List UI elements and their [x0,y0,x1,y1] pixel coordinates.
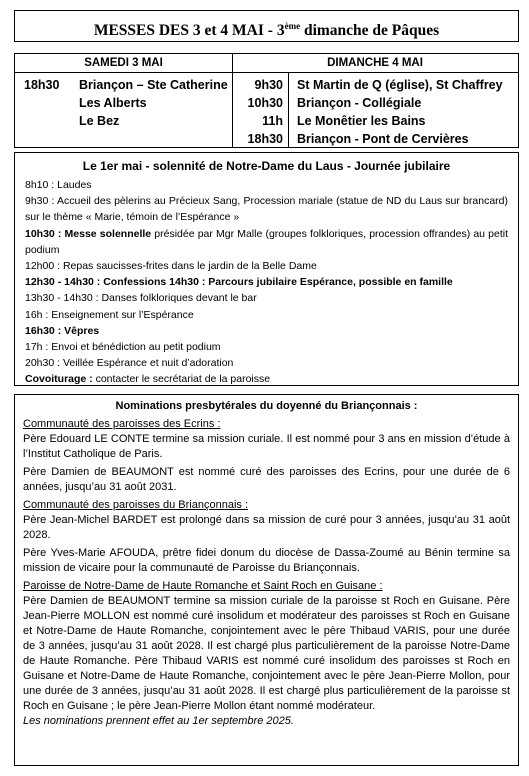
mass-place: St Martin de Q (église), St Chaffrey [297,78,503,92]
parish-heading-romanche-guisane: Paroisse de Notre-Dame de Haute Romanche et Saint Roch en Guisane : [23,580,383,592]
nominations-section [14,394,519,766]
programme-line [25,258,508,274]
jubilee-title: Le 1er mai - solennité de Notre-Dame du Laus - Journée jubilaire [82,159,451,173]
mass-place: Briançon - Pont de Cervières [297,132,469,146]
programme-line-text: 12h00 : Repas saucisses-frites dans le jardin de la Belle Dame [25,260,317,273]
programme-line [25,193,508,225]
programme-line [25,226,508,258]
mass-schedule-table [14,53,519,148]
programme-line [25,274,508,290]
nomination-paragraph: Père Jean-Michel BARDET est prolongé dans sa mission de curé pour 3 années, jusqu’au 31 août 2028. [23,514,510,541]
mass-place: Les Alberts [79,96,147,110]
programme-line [25,339,508,355]
column-divider [232,54,233,147]
nomination-paragraph: Père Yves-Marie AFOUDA, prêtre fidei donum du diocèse de Dassa-Zoumé au Bénin termine sa mission de vicaire pour la communauté de Paroisse du Briançonnais. [23,547,510,574]
mass-time: 18h30 [247,132,283,146]
title-prefix: MESSES DES 3 et 4 MAI - 3 [93,22,285,39]
saturday-header: SAMEDI 3 MAI [15,54,232,73]
mass-place: Briançon - Collégiale [297,96,422,110]
sunday-header: DIMANCHE 4 MAI [232,54,518,73]
programme-line-bold: 12h30 - 14h30 : Confessions 14h30 : Parcours jubilaire Espérance, possible en famille [25,276,453,289]
mass-place: Briançon – Ste Catherine [79,78,228,92]
community-heading-brianconnais: Communauté des paroisses du Briançonnais : [23,499,249,511]
programme-line-text: 17h : Envoi et bénédiction au petit podium [25,341,221,354]
page-title [14,10,519,42]
programme-line-text: 8h10 : Laudes [25,179,92,191]
programme-line [25,307,508,323]
mass-time: 9h30 [254,78,283,92]
nomination-paragraph: Père Edouard LE CONTE termine sa mission curiale. Il est nommé pour 3 ans en mission d’étude à l’Institut Catholique de Paris. [23,433,510,460]
programme-line-bold: 10h30 : Messe solennelle [25,227,152,240]
programme-line-bold: Covoiturage : [25,373,93,386]
title-suffix: dimanche de Pâques [300,22,440,39]
nomination-paragraph: Père Damien de BEAUMONT est nommé curé des paroisses des Ecrins, pour une durée de 6 années, jusqu’au 31 août 2031. [23,466,510,493]
programme-line-text: 9h30 : Accueil des pèlerins au Précieux Sang, Procession mariale (statue de ND du Laus sur brancard) sur le thème « Marie, témoin de l’Espérance » [25,195,508,224]
community-heading-ecrins: Communauté des paroisses des Ecrins : [23,418,221,430]
programme-line-text: 20h30 : Veillée Espérance et nuit d’adoration [25,357,234,370]
programme-line-text: 13h30 - 14h30 : Danses folkloriques devant le bar [25,292,257,305]
nomination-paragraph: Père Damien de BEAUMONT termine sa mission curiale de la paroisse st Roch en Guisane. Père Jean-Pierre MOLLON est nommé curé insolidum et modérateur des paroisses st Roch en Guisane et Notre-Dame de Haute Romanche, conjointement avec le père Thibaud VARIS, pour une durée de 3 années, jusqu’au 31 août 2028. Il est chargé plus particulièrement de la paroisse Notre-Dame de Haute Romanche. Père Thibaud VARIS est nommé curé insolidum des paroisses st Roch en Guisane et Notre-Dame de Haute Romanche, conjointement avec le père Jean-Pierre Mollon, pour une durée de 3 années, jusqu’au 31 août 2028. Il est chargé plus particulièrement de la paroisse st Roch en Guisane ; le père Jean-Pierre Mollon étant nommé modérateur. [23,595,510,712]
programme-line-text: contacter le secrétariat de la paroisse [92,373,271,386]
mass-place: Le Bez [79,114,120,128]
programme-line [25,290,508,306]
mass-time: 11h [262,114,283,128]
programme-line-bold: 16h30 : Vêpres [25,324,100,337]
nominations-effective-date: Les nominations prennent effet au 1er septembre 2025. [23,715,294,727]
programme-line-text: présidée par Mgr Malle (groupes folkloriques, procession offrandes) au petit podium [25,227,508,256]
title-superscript: ème [284,21,301,31]
programme-line [25,323,508,339]
programme-line [25,177,508,193]
programme-line [25,355,508,371]
time-place-divider [288,72,289,147]
mass-place: Le Monêtier les Bains [297,114,426,128]
jubilee-programme [14,152,519,386]
nominations-title: Nominations presbytérales du doyenné du Briançonnais : [115,400,418,412]
programme-line [25,371,508,386]
programme-line-text: 16h : Enseignement sur l’Espérance [25,308,194,321]
mass-time: 10h30 [247,96,283,110]
mass-time: 18h30 [24,78,60,92]
